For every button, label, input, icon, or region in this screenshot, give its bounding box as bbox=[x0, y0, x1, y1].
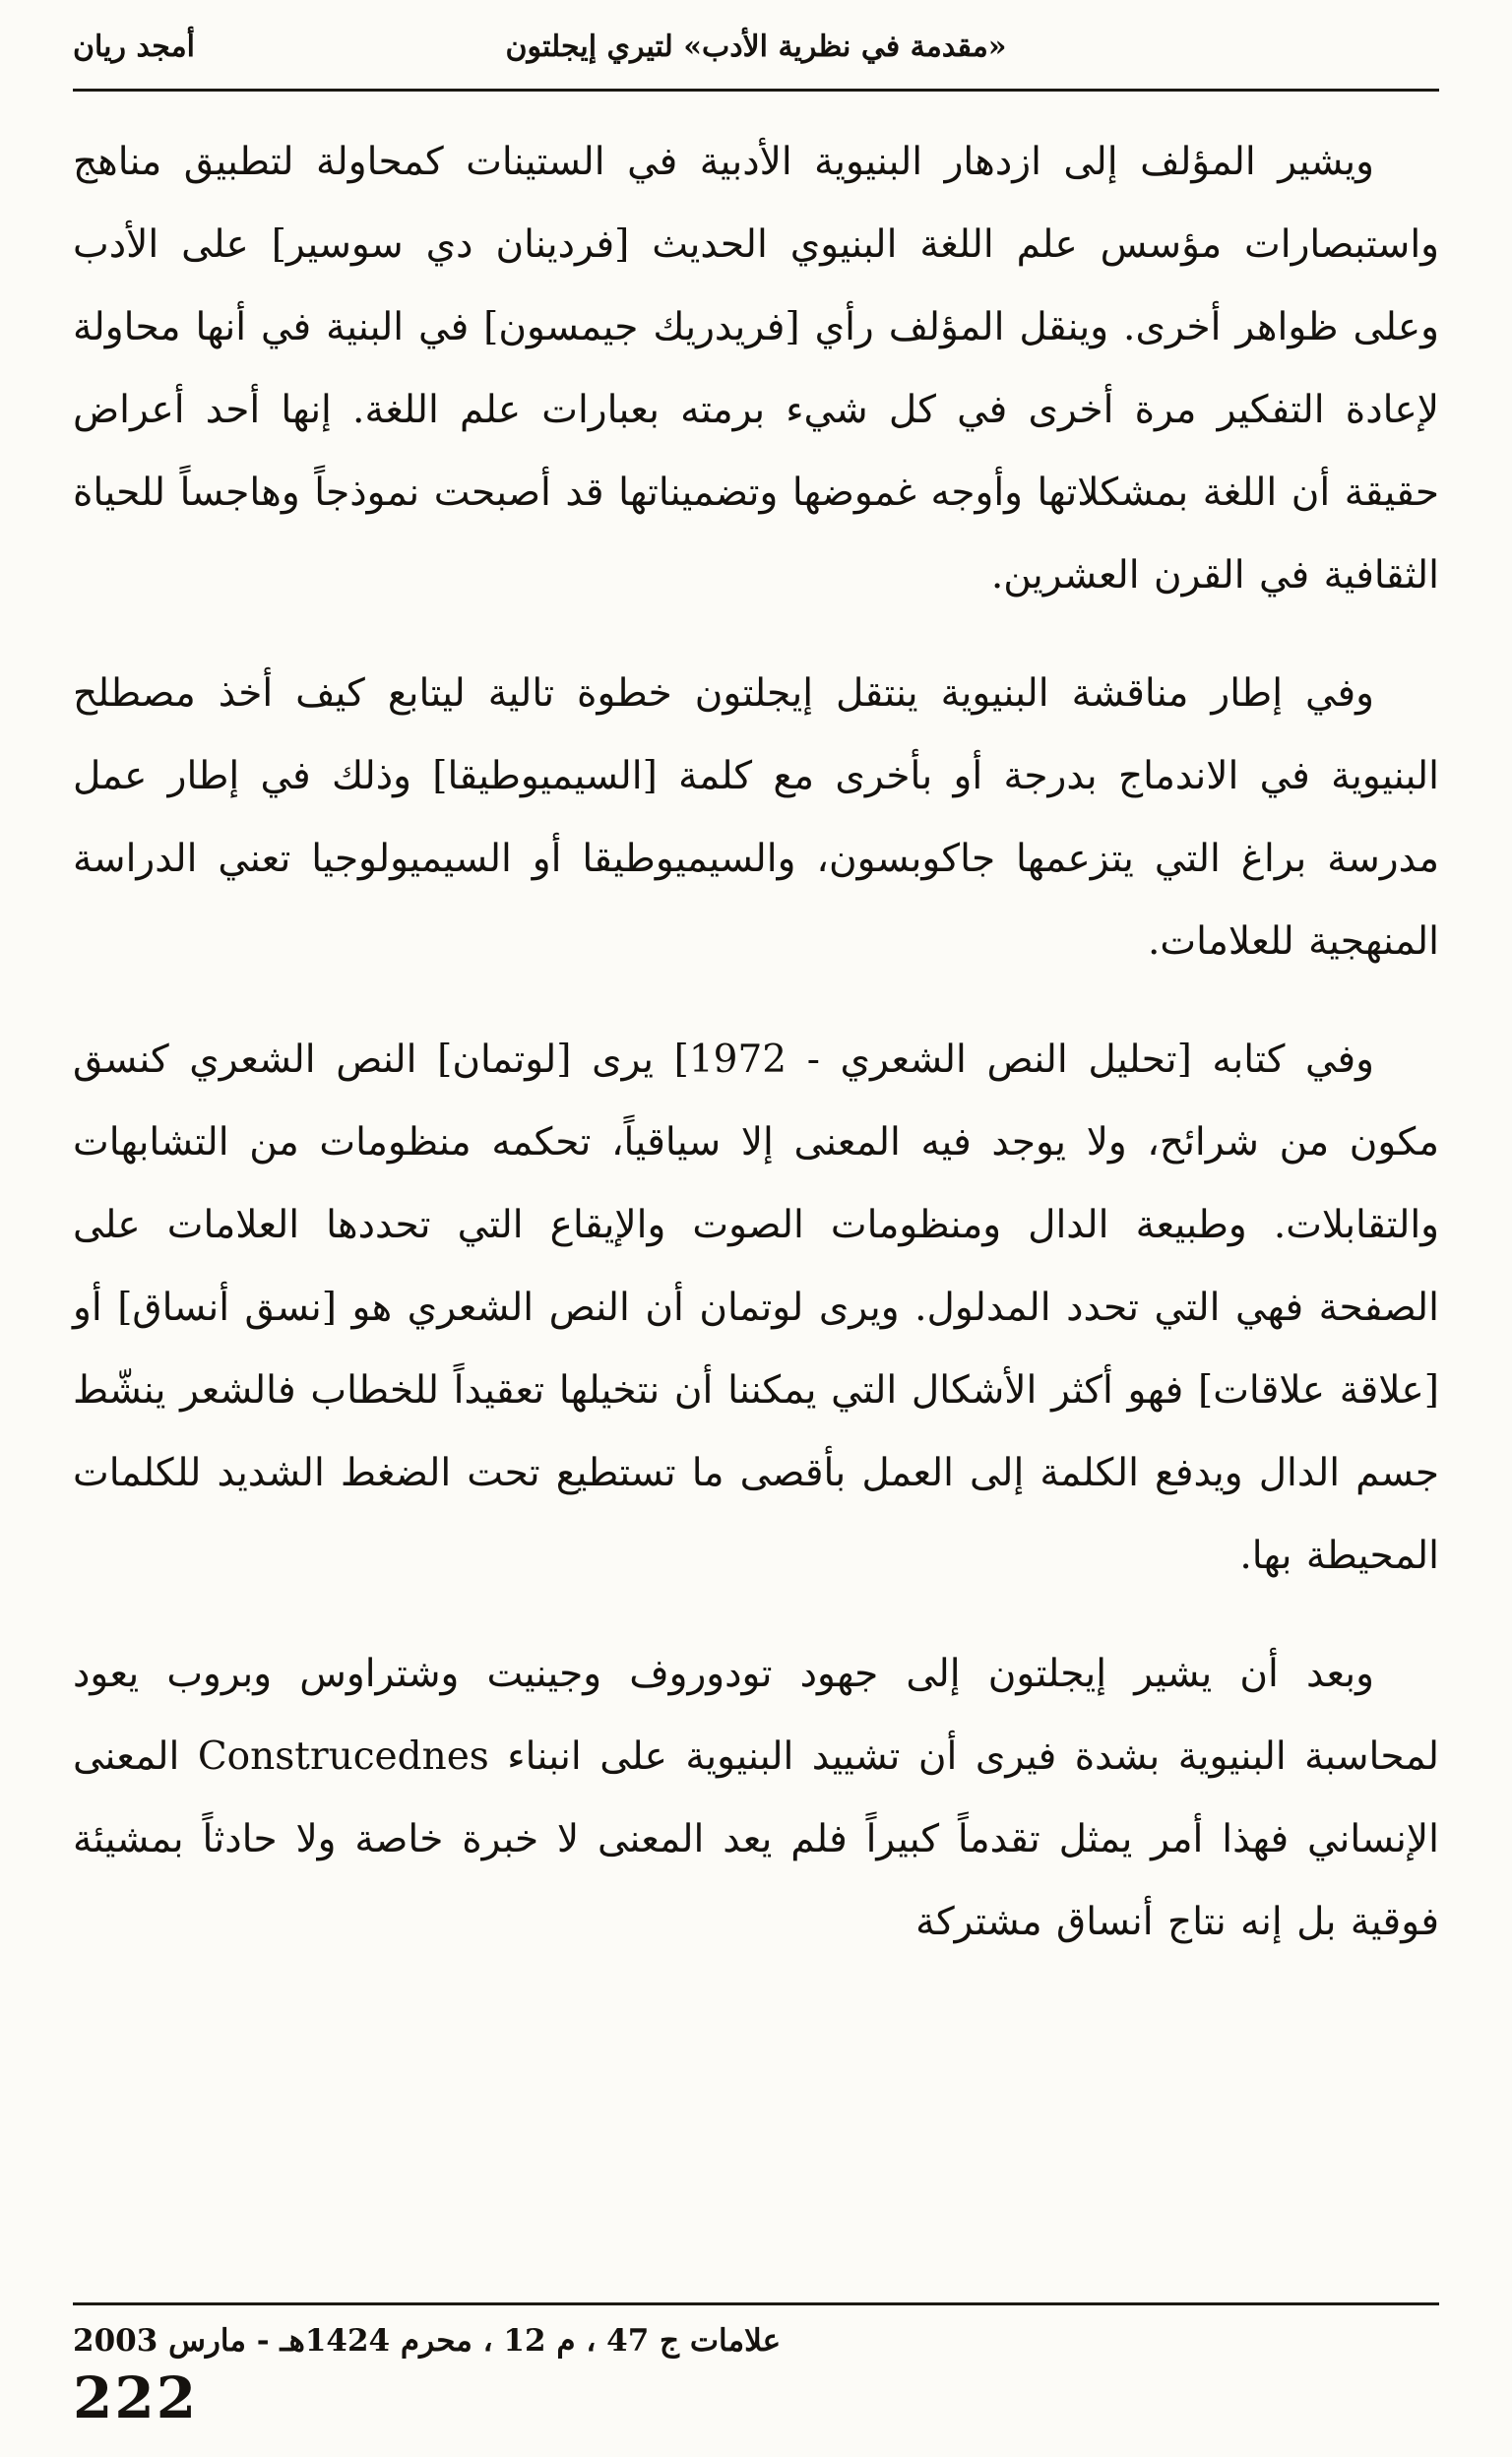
journal-citation: علامات ج 47 ، م 12 ، محرم 1424هـ - مارس 2003 bbox=[73, 2323, 782, 2359]
page-footer bbox=[73, 2302, 1439, 2429]
body-paragraph-2: وفي إطار مناقشة البنيوية ينتقل إيجلتون خطوة تالية ليتابع كيف أخذ مصطلح البنيوية في الاندماج بدرجة أو بأخرى مع كلمة [السيميوطيقا] وذلك في إطار عمل مدرسة براغ التي يتزعمها جاكوبسون، والسيميوطيقا أو السيميولوجيا تعني الدراسة المنهجية للعلامات. bbox=[73, 671, 1439, 964]
running-head-book-title: «مقدمة في نظرية الأدب» لتيري إيجلتون bbox=[505, 30, 1007, 64]
footer-divider bbox=[73, 2302, 1439, 2305]
page-number: 222 bbox=[73, 2364, 199, 2431]
body-paragraph-3: وفي كتابه [تحليل النص الشعري - 1972] يرى [لوتمان] النص الشعري كنسق مكون من شرائح، ولا يوجد فيه المعنى إلا سياقياً، تحكمه منظومات من التشابهات والتقابلات. وطبيعة الدال ومنظومات الصوت والإيقاع التي تحددها العلامات على الصفحة فهي التي تحدد المدلول. ويرى لوتمان أن النص الشعري هو [نسق أنساق] أو [علاقة علاقات] فهو أكثر الأشكال التي يمكننا أن نتخيلها تعقيداً للخطاب فالشعر ينشّط جسم الدال ويدفع الكلمة إلى العمل بأقصى ما تستطيع تحت الضغط الشديد للكلمات المحيطة بها. bbox=[73, 1038, 1439, 1578]
page-body bbox=[73, 92, 1439, 1964]
running-head-author-name: أمجد ريان bbox=[73, 30, 195, 64]
page-header bbox=[73, 26, 1439, 83]
body-paragraph-4: وبعد أن يشير إيجلتون إلى جهود تودوروف وجينيت وشتراوس وبروب يعود لمحاسبة البنيوية بشدة فيرى أن تشييد البنيوية على انبناء Construcednes المعنى الإنساني فهذا أمر يمثل تقدماً كبيراً فلم يعد المعنى لا خبرة خاصة ولا حادثاً بمشيئة فوقية بل إنه نتاج أنساق مشتركة bbox=[73, 1652, 1439, 1944]
body-paragraph-1: ويشير المؤلف إلى ازدهار البنيوية الأدبية في الستينات كمحاولة لتطبيق مناهج واستبصارات مؤسس علم اللغة البنيوي الحديث [فردينان دي سوسير] على الأدب وعلى ظواهر أخرى. وينقل المؤلف رأي [فريدريك جيمسون] في البنية في أنها محاولة لإعادة التفكير مرة أخرى في كل شيء برمته بعبارات علم اللغة. إنها أحد أعراض حقيقة أن اللغة بمشكلاتها وأوجه غموضها وتضميناتها قد أصبحت نموذجاً وهاجساً للحياة الثقافية في القرن العشرين. bbox=[73, 140, 1439, 598]
